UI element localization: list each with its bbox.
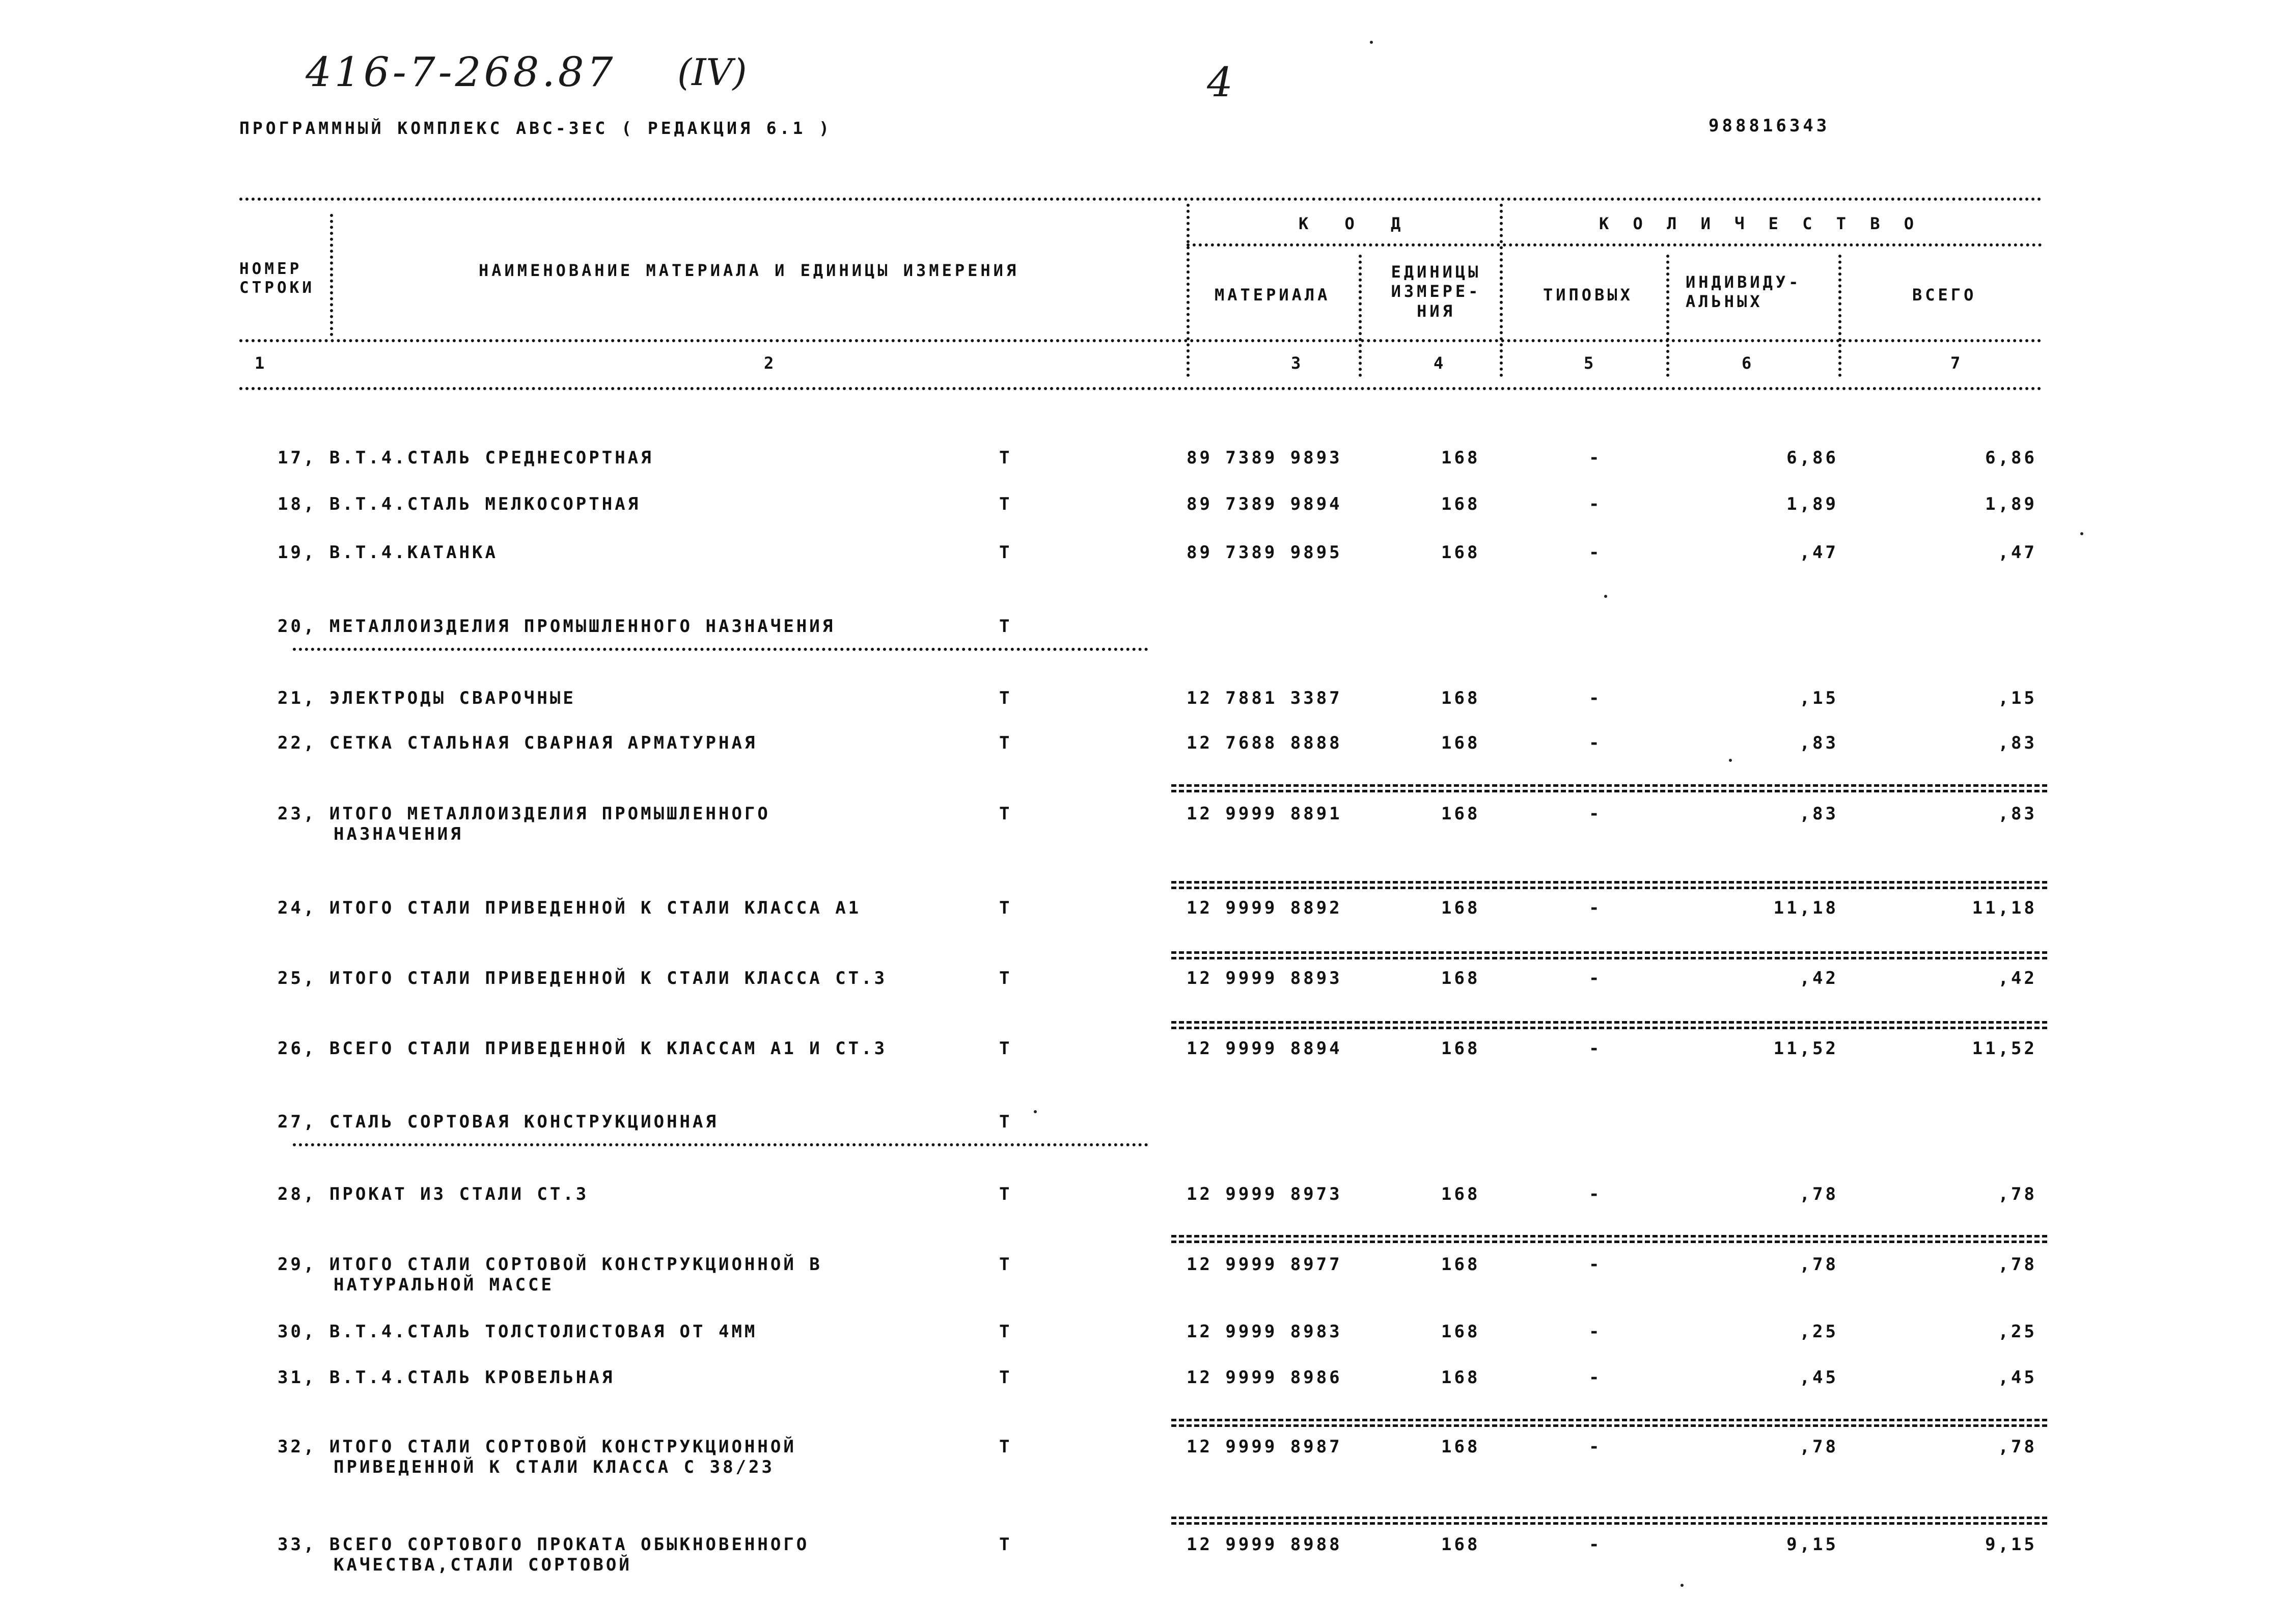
subtotal-rule [1171, 1235, 2047, 1243]
row-name: 32, ИТОГО СТАЛИ СОРТОВОЙ КОНСТРУКЦИОННОЙ [278, 1437, 796, 1457]
row-typical: - [1589, 968, 1602, 988]
column-number: 4 [1434, 353, 1447, 373]
row-material-code: 12 9999 8988 [1187, 1534, 1342, 1555]
header-divider [1838, 255, 1841, 377]
row-material-code: 12 9999 8894 [1187, 1038, 1342, 1059]
row-individual: 6,86 [1786, 448, 1838, 468]
column-number: 2 [764, 353, 777, 373]
header-quantity-group: К О Л И Ч Е С Т В О [1599, 214, 1921, 233]
row-unit: Т [999, 1534, 1012, 1555]
row-unit-code: 168 [1441, 804, 1480, 824]
row-name: 26, ВСЕГО СТАЛИ ПРИВЕДЕННОЙ К КЛАССАМ А1 И СТ.3 [278, 1038, 888, 1059]
row-total: ,83 [1998, 804, 2037, 824]
code-group-rule [1187, 243, 2042, 246]
section-underline [293, 648, 1148, 651]
header-individual: ИНДИВИДУ-АЛЬНЫХ [1686, 272, 1802, 312]
column-number: 5 [1584, 353, 1597, 373]
header-material: МАТЕРИАЛА [1215, 285, 1331, 305]
row-unit: Т [999, 1367, 1012, 1388]
table-row [0, 446, 2286, 487]
row-unit: Т [999, 898, 1012, 918]
row-total: ,47 [1998, 542, 2037, 563]
table-row [0, 541, 2286, 582]
table-row-subtotal [0, 967, 2286, 1007]
table-row-subtotal [0, 1037, 2286, 1078]
subtotal-rule [1171, 1419, 2047, 1427]
row-unit: Т [999, 968, 1012, 988]
row-unit: Т [999, 494, 1012, 514]
header-divider [330, 214, 333, 336]
row-total: ,83 [1998, 733, 2037, 753]
column-number: 7 [1950, 353, 1964, 373]
row-material-code: 12 9999 8892 [1187, 898, 1342, 918]
row-typical: - [1589, 1534, 1602, 1555]
row-material-code: 12 9999 8983 [1187, 1322, 1342, 1342]
row-name: 27, СТАЛЬ СОРТОВАЯ КОНСТРУКЦИОННАЯ [278, 1112, 719, 1132]
row-total: 1,89 [1985, 494, 2037, 514]
row-unit: Т [999, 1437, 1012, 1457]
row-unit: Т [999, 733, 1012, 753]
row-name: 18, В.Т.4.СТАЛЬ МЕЛКОСОРТНАЯ [278, 494, 641, 514]
row-name-continued: ПРИВЕДЕННОЙ К СТАЛИ КЛАССА С 38/23 [334, 1457, 775, 1477]
row-total: ,15 [1998, 688, 2037, 708]
row-individual: ,83 [1799, 804, 1838, 824]
row-typical: - [1589, 1322, 1602, 1342]
row-unit-code: 168 [1441, 898, 1480, 918]
header-typical: ТИПОВЫХ [1543, 285, 1633, 305]
row-name: 20, МЕТАЛЛОИЗДЕЛИЯ ПРОМЫШЛЕННОГО НАЗНАЧЕНИЯ [278, 616, 836, 637]
row-typical: - [1589, 1437, 1602, 1457]
row-typical: - [1589, 1038, 1602, 1059]
row-unit-code: 168 [1441, 1184, 1480, 1204]
row-unit-code: 168 [1441, 1437, 1480, 1457]
row-typical: - [1589, 542, 1602, 563]
subtotal-rule [1171, 1517, 2047, 1525]
row-material-code: 89 7389 9895 [1187, 542, 1342, 563]
row-name: 28, ПРОКАТ ИЗ СТАЛИ СТ.3 [278, 1184, 589, 1204]
table-row [0, 1320, 2286, 1361]
row-unit: Т [999, 448, 1012, 468]
row-unit: Т [999, 1038, 1012, 1059]
subtotal-rule [1171, 881, 2047, 889]
row-total: 6,86 [1985, 448, 2037, 468]
header-unit-measure: ЕДИНИЦЫ ИЗМЕРЕ-НИЯ [1391, 262, 1481, 321]
row-material-code: 12 9999 8977 [1187, 1254, 1342, 1275]
row-material-code: 12 9999 8987 [1187, 1437, 1342, 1457]
row-typical: - [1589, 804, 1602, 824]
row-unit-code: 168 [1441, 1322, 1480, 1342]
table-row-subtotal [0, 802, 2286, 843]
scan-speck [1729, 759, 1732, 762]
row-name: 19, В.Т.4.КАТАНКА [278, 542, 498, 563]
row-name: 22, СЕТКА СТАЛЬНАЯ СВАРНАЯ АРМАТУРНАЯ [278, 733, 758, 753]
header-divider [1500, 204, 1503, 377]
scan-speck [1604, 595, 1607, 598]
column-number: 6 [1742, 353, 1755, 373]
table-row-subtotal [0, 1435, 2286, 1476]
table-row [0, 731, 2286, 772]
row-total: ,25 [1998, 1322, 2037, 1342]
row-unit: Т [999, 1184, 1012, 1204]
row-typical: - [1589, 448, 1602, 468]
scan-speck [1681, 1584, 1684, 1587]
row-unit-code: 168 [1441, 968, 1480, 988]
row-unit-code: 168 [1441, 1367, 1480, 1388]
row-individual: ,47 [1799, 542, 1838, 563]
row-material-code: 12 7688 8888 [1187, 733, 1342, 753]
row-typical: - [1589, 733, 1602, 753]
table-row [0, 1182, 2286, 1223]
row-total: ,78 [1998, 1437, 2037, 1457]
row-typical: - [1589, 1254, 1602, 1275]
handwritten-roman: (IV) [677, 51, 747, 94]
row-total: 11,18 [1972, 898, 2037, 918]
subtotal-rule [1171, 1021, 2047, 1029]
document-number: 988816343 [1709, 116, 1830, 136]
row-typical: - [1589, 494, 1602, 514]
header-divider [1666, 255, 1669, 377]
row-total: 9,15 [1985, 1534, 2037, 1555]
handwritten-page-number: 4 [1207, 59, 1233, 106]
subtotal-rule [1171, 951, 2047, 959]
table-row [0, 492, 2286, 533]
row-unit: Т [999, 688, 1012, 708]
row-individual: ,83 [1799, 733, 1838, 753]
row-individual: ,78 [1799, 1254, 1838, 1275]
header-row-number: НОМЕР СТРОКИ [239, 260, 315, 297]
row-unit-code: 168 [1441, 448, 1480, 468]
row-unit: Т [999, 616, 1012, 637]
row-individual: ,45 [1799, 1367, 1838, 1388]
scan-speck [1034, 1110, 1037, 1113]
row-name: 17, В.Т.4.СТАЛЬ СРЕДНЕСОРТНАЯ [278, 448, 654, 468]
row-material-code: 12 9999 8893 [1187, 968, 1342, 988]
section-underline [293, 1143, 1148, 1146]
row-unit: Т [999, 542, 1012, 563]
row-total: ,78 [1998, 1254, 2037, 1275]
row-material-code: 12 7881 3387 [1187, 688, 1342, 708]
header-divider [1359, 255, 1362, 377]
row-individual: ,78 [1799, 1437, 1838, 1457]
table-row-subtotal [0, 1533, 2286, 1574]
column-number: 1 [255, 353, 268, 373]
row-unit-code: 168 [1441, 494, 1480, 514]
row-name: 29, ИТОГО СТАЛИ СОРТОВОЙ КОНСТРУКЦИОННОЙ В [278, 1254, 822, 1275]
row-unit-code: 168 [1441, 1038, 1480, 1059]
header-mid-rule [239, 339, 2042, 342]
row-name-continued: НАТУРАЛЬНОЙ МАССЕ [334, 1275, 554, 1295]
row-total: ,78 [1998, 1184, 2037, 1204]
row-individual: 9,15 [1786, 1534, 1838, 1555]
header-name: НАИМЕНОВАНИЕ МАТЕРИАЛА И ЕДИНИЦЫ ИЗМЕРЕНИЯ [479, 261, 1020, 280]
row-name-continued: КАЧЕСТВА,СТАЛИ СОРТОВОЙ [334, 1555, 632, 1575]
scan-speck [2080, 532, 2083, 535]
column-number: 3 [1291, 353, 1304, 373]
row-unit-code: 168 [1441, 733, 1480, 753]
table-row-subtotal [0, 896, 2286, 937]
row-unit: Т [999, 804, 1012, 824]
scan-speck [1370, 41, 1373, 44]
row-typical: - [1589, 688, 1602, 708]
row-unit-code: 168 [1441, 542, 1480, 563]
row-unit: Т [999, 1254, 1012, 1275]
row-individual: ,15 [1799, 688, 1838, 708]
table-row-subtotal [0, 1253, 2286, 1293]
table-row [0, 686, 2286, 727]
row-typical: - [1589, 1367, 1602, 1388]
row-name: 23, ИТОГО МЕТАЛЛОИЗДЕЛИЯ ПРОМЫШЛЕННОГО [278, 804, 770, 824]
row-name-continued: НАЗНАЧЕНИЯ [334, 824, 463, 844]
header-top-rule [239, 198, 2042, 201]
row-total: ,42 [1998, 968, 2037, 988]
row-name: 31, В.Т.4.СТАЛЬ КРОВЕЛЬНАЯ [278, 1367, 615, 1388]
row-name: 25, ИТОГО СТАЛИ ПРИВЕДЕННОЙ К СТАЛИ КЛАССА СТ.3 [278, 968, 888, 988]
row-individual: ,25 [1799, 1322, 1838, 1342]
handwritten-code: 416-7-268.87 [306, 48, 616, 96]
row-name: 24, ИТОГО СТАЛИ ПРИВЕДЕННОЙ К СТАЛИ КЛАССА А1 [278, 898, 862, 918]
header-bottom-rule [239, 387, 2042, 390]
row-total: ,45 [1998, 1367, 2037, 1388]
row-typical: - [1589, 1184, 1602, 1204]
header-divider [1187, 204, 1190, 377]
row-individual: ,78 [1799, 1184, 1838, 1204]
row-individual: ,42 [1799, 968, 1838, 988]
row-unit-code: 168 [1441, 1254, 1480, 1275]
row-unit-code: 168 [1441, 1534, 1480, 1555]
row-unit: Т [999, 1322, 1012, 1342]
row-unit: Т [999, 1112, 1012, 1132]
table-row [0, 1366, 2286, 1407]
subtotal-rule [1171, 784, 2047, 792]
row-individual: 11,52 [1773, 1038, 1838, 1059]
program-line: ПРОГРАММНЫЙ КОМПЛЕКС АВС-3ЕС ( РЕДАКЦИЯ 6.1 ) [239, 118, 833, 138]
row-material-code: 89 7389 9894 [1187, 494, 1342, 514]
row-unit-code: 168 [1441, 688, 1480, 708]
row-typical: - [1589, 898, 1602, 918]
header-total: ВСЕГО [1912, 285, 1977, 305]
row-material-code: 12 9999 8973 [1187, 1184, 1342, 1204]
row-name: 30, В.Т.4.СТАЛЬ ТОЛСТОЛИСТОВАЯ ОТ 4ММ [278, 1322, 758, 1342]
row-material-code: 89 7389 9893 [1187, 448, 1342, 468]
row-material-code: 12 9999 8986 [1187, 1367, 1342, 1388]
header-code-group: К О Д [1299, 214, 1414, 233]
row-name: 33, ВСЕГО СОРТОВОГО ПРОКАТА ОБЫКНОВЕННОГО [278, 1534, 810, 1555]
row-individual: 1,89 [1786, 494, 1838, 514]
row-material-code: 12 9999 8891 [1187, 804, 1342, 824]
row-individual: 11,18 [1773, 898, 1838, 918]
row-name: 21, ЭЛЕКТРОДЫ СВАРОЧНЫЕ [278, 688, 576, 708]
row-total: 11,52 [1972, 1038, 2037, 1059]
